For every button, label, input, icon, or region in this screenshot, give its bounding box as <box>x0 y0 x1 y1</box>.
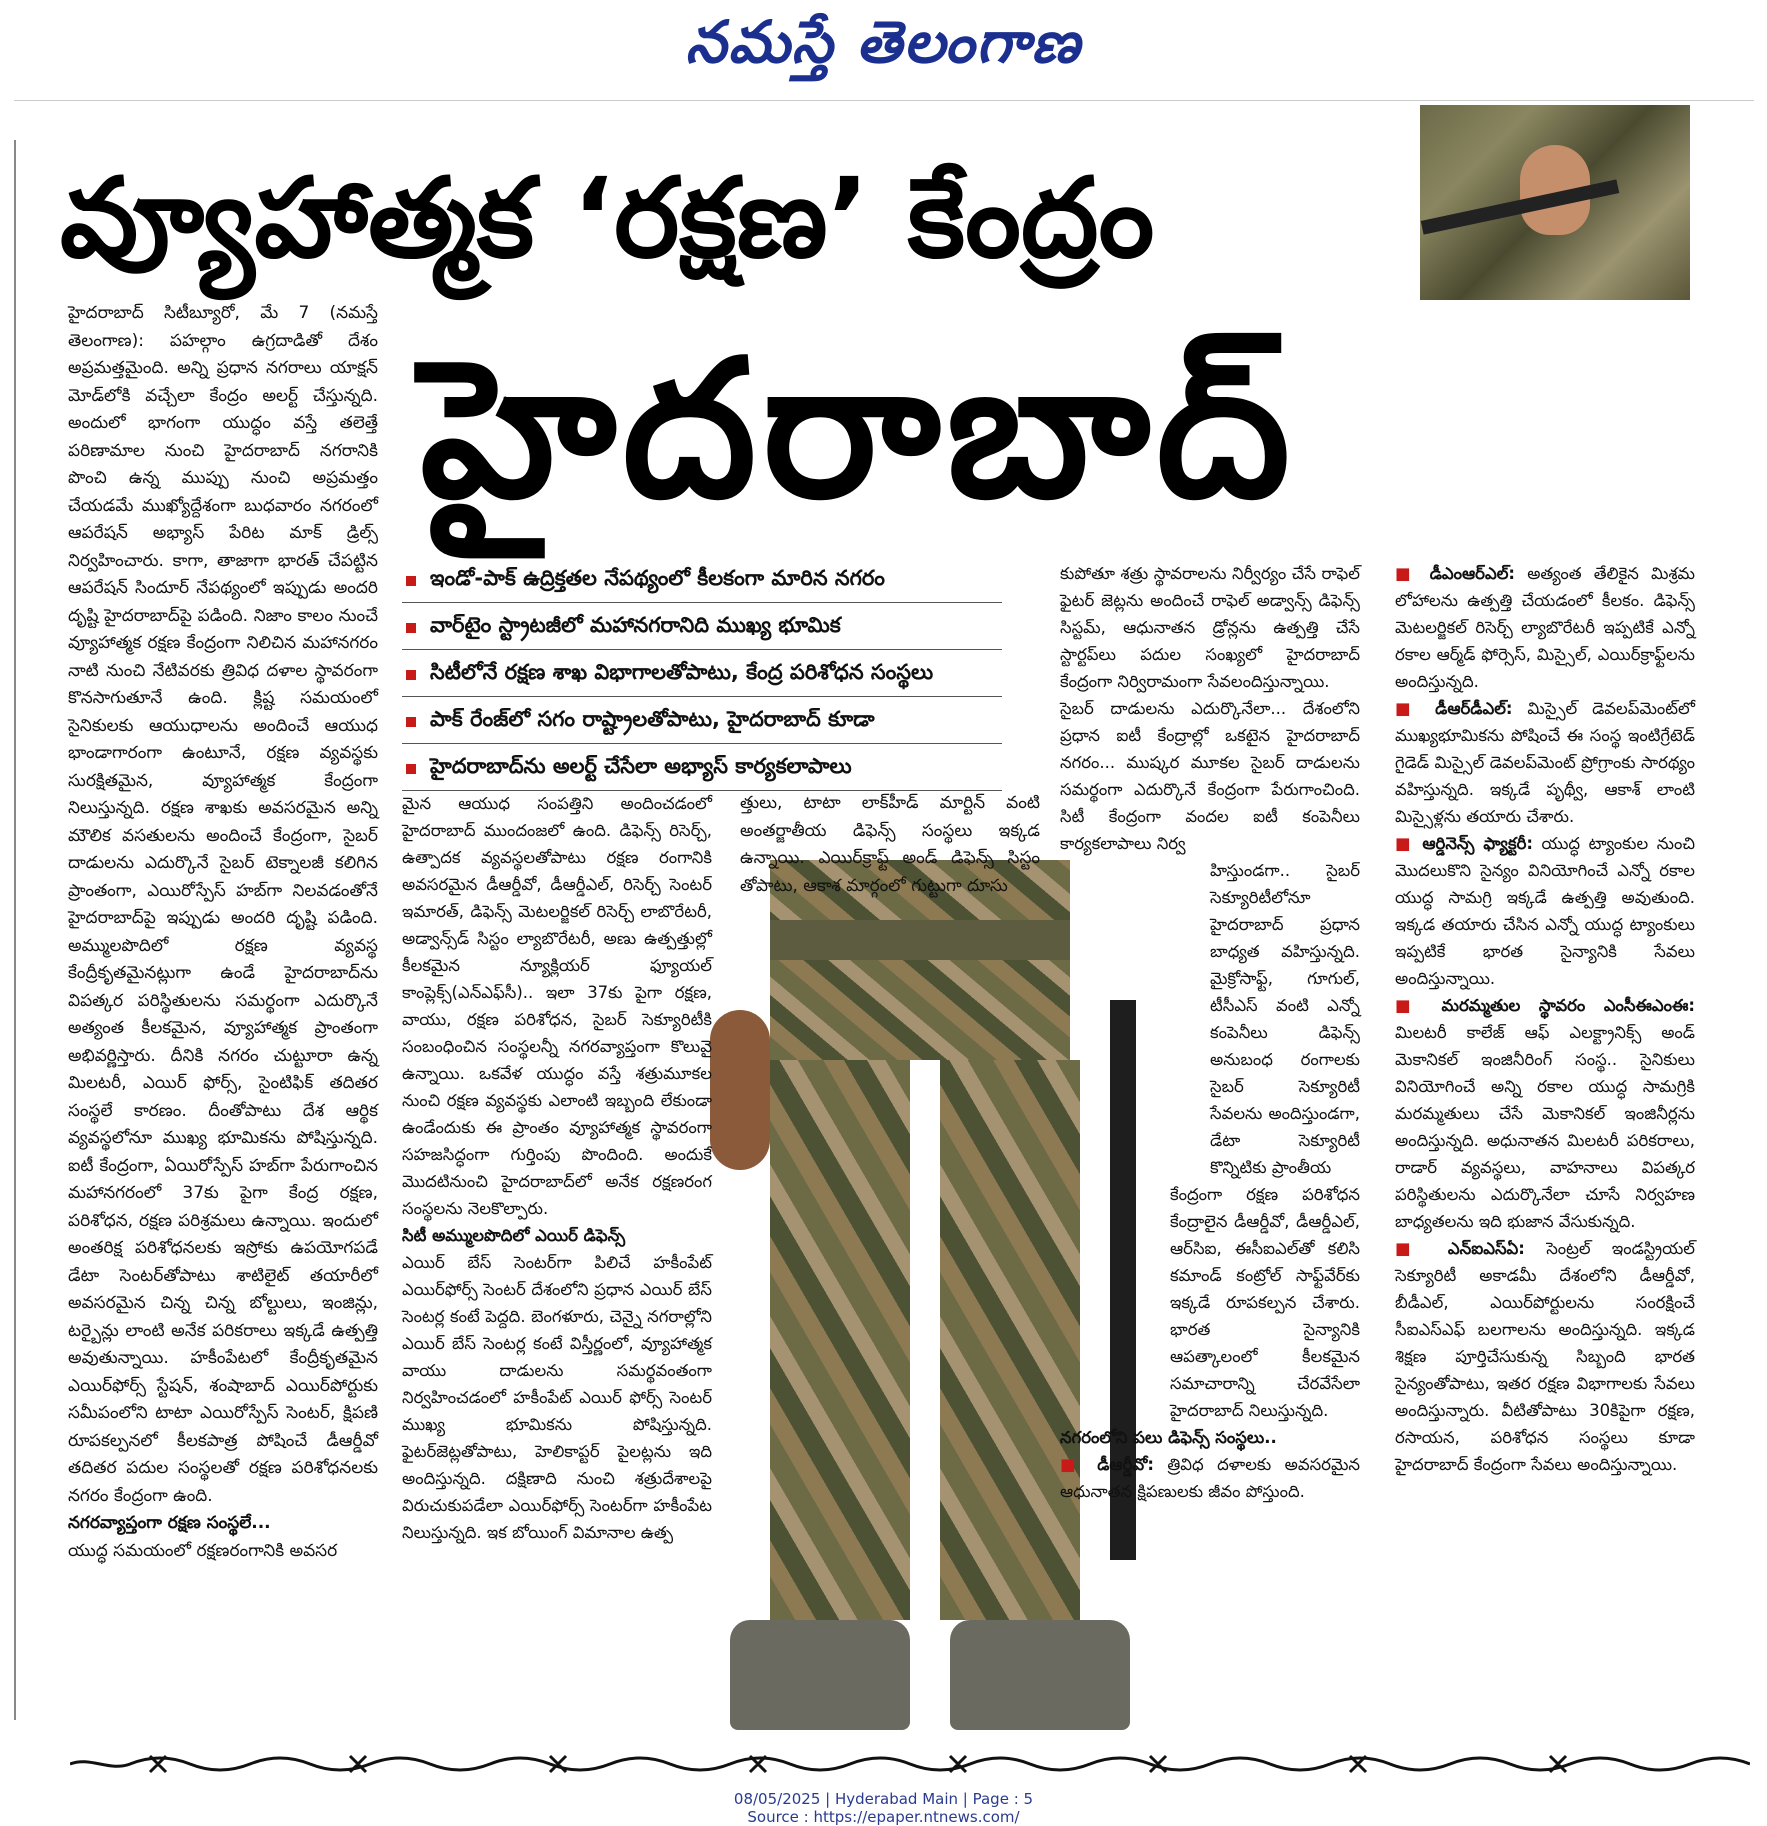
headline-line1: వ్యూహాత్మక ‘రక్షణ’ కేంద్రం <box>60 154 1155 282</box>
highlight-item <box>402 654 1002 697</box>
article-subheading: నగరంలోని పలు డిఫెన్స్ సంస్థలు.. <box>1060 1428 1277 1447</box>
org-text: సెంట్రల్ ఇండస్ట్రియల్ సెక్యూరిటీ అకాడమీ దేశంలోని డీఆర్డీవో, బీడీఎల్, ఎయిర్‌పోర్టులను సంరక్షించే సీఐఎస్ఎఫ్ బలగాలను అందిస్తున్నది. ఇక్కడ శిక్షణ పూర్తిచేసుకున్న సిబ్బంది భారత సైన్యంతోపాటు, ఇతర రక్షణ విభాగాలకు సేవలు అందిస్తున్నారు. వీటితోపాటు 30కిపైగా రక్షణ, రసాయన, పరిశోధన సంస్థలు కూడా హైదరాబాద్ కేంద్రంగా సేవలు అందిస్తున్నాయి. <box>1395 1239 1695 1474</box>
article-paragraph: హిస్తుండగా.. సైబర్ సెక్యూరిటీలోనూ హైదరాబాద్ ప్రధాన బాధ్యత వహిస్తున్నది. మైక్రోసాఫ్ట్, గూగుల్, టీసీఎస్ వంటి ఎన్నో కంపెనీలు డిఫెన్స్ అనుబంధ రంగాలకు సైబర్ సెక్యూరిటీ సేవలను అందిస్తుండగా, డేటా సెక్యూరిటీ కొన్నిటికు ప్రాంతీయ <box>1210 861 1360 1177</box>
article-paragraph: ఎయిర్ బేస్ సెంటర్‌గా పిలిచే హకీంపేట్ ఎయిర్‌ఫోర్స్ సెంటర్ దేశంలోని ప్రధాన ఎయిర్ బేస్ సెంటర్ల కంటే పెద్దది. బెంగళూరు, చెన్నై నగరాల్లోని ఎయిర్ బేస్ సెంటర్ల కంటే విస్తీర్ణంలో, వ్యూహాత్మక వాయు దాడులను సమర్థవంతంగా నిర్వహించడంలో హకీంపేట్ ఎయిర్ ఫోర్స్ సెంటర్ ముఖ్య భూమికను పోషిస్తున్నది. ఫైటర్‌జెట్లతోపాటు, హెలికాప్టర్ పైలట్లను ఇది అందిస్తున్నది. దక్షిణాది నుంచి శత్రుదేశాలపై విరుచుకుపడేలా ఎయిర్‌ఫోర్స్ సెంటర్‌గా హకీంపేట నిలుస్తున్నది. ఇక బోయింగ్ విమానాల ఉత్ప <box>402 1253 712 1542</box>
org-item <box>1395 695 1695 830</box>
soldier-right-boot <box>950 1620 1130 1730</box>
org-item <box>1395 560 1695 695</box>
org-item <box>1060 1451 1360 1505</box>
highlight-text: పాక్ రేంజ్‌లో సగం రాష్ట్రాలతోపాటు, హైదరాబాద్ కూడా <box>430 707 875 731</box>
footer-edition-info: 08/05/2025 | Hyderabad Main | Page : 5 <box>733 1790 1034 1808</box>
org-item <box>1395 830 1695 992</box>
left-margin-rule <box>14 140 16 1720</box>
org-label: డీఆర్డీవో: <box>1097 1455 1154 1474</box>
bullet-square-icon <box>406 764 416 774</box>
article-column-2 <box>402 790 712 1546</box>
org-text: అత్యంత తేలికైన మిశ్రమ లోహాలను ఉత్పత్తి చేయడంలో కీలకం. డిఫెన్స్ మెటలర్జికల్ రిసెర్చ్ ల్యాబొరేటరీ ఇప్పటికే ఎన్నో రకాల ఆర్మ్‌డ్ ఫోర్సెస్, మిస్సైల్, ఎయిర్‌క్రాఫ్ట్‌లను అందిస్తున్నది. <box>1395 564 1696 691</box>
highlight-text: హైదరాబాద్‌ను అలర్ట్ చేసేలా అభ్యాస్ కార్యకలాపాలు <box>430 754 852 778</box>
org-label: ఆర్డినెన్స్ ఫ్యాక్టరీ: <box>1422 834 1533 853</box>
org-label: డీఎంఆర్ఎల్: <box>1429 564 1515 583</box>
org-label: మరమ్మతుల స్థావరం ఎంసీఈఎంఈ: <box>1441 996 1695 1015</box>
article-subheading: సిటీ అమ్ములపొదిలో ఎయిర్ డిఫెన్స్ <box>402 1226 626 1245</box>
article-paragraph: కుపోతూ శత్రు స్థావరాలను నిర్వీర్యం చేసే రాఫెల్ ఫైటర్ జెట్లను అందించే రాఫెల్ అడ్వాన్స్ డిఫెన్స్ సిస్టమ్, ఆధునాతన డ్రోన్లను ఉత్పత్తి చేసే స్టార్టప్‌లు పదుల సంఖ్యలో హైదరాబాద్ కేంద్రంగా నిర్విరామంగా సేవలందిస్తున్నాయి. <box>1060 564 1360 691</box>
bullet-square-icon <box>406 623 416 633</box>
bullet-square-icon: ■ <box>1395 996 1442 1015</box>
bullet-square-icon: ■ <box>1395 699 1436 718</box>
soldier-belt <box>770 920 1070 960</box>
soldier-left-leg <box>770 1060 910 1620</box>
soldier-aiming-photo <box>1420 105 1690 300</box>
highlight-item <box>402 748 1002 791</box>
article-column-3 <box>740 790 1040 900</box>
barbed-wire-divider <box>70 1752 1750 1776</box>
highlight-item <box>402 701 1002 744</box>
bullet-square-icon <box>406 670 416 680</box>
soldier-hand <box>710 1010 770 1170</box>
org-text: యుద్ధ ట్యాంకుల నుంచి మొదలుకొని సైన్యం వినియోగించే ఎన్నో రకాల యుద్ధ సామగ్రి ఇక్కడే ఉత్పత్తి అవుతుంది. ఇక్కడ తయారు చేసిన ఎన్నో యుద్ధ ట్యాంకులు ఇప్పటికే భారత సైన్యానికి సేవలు అందిస్తున్నాయి. <box>1395 834 1695 988</box>
bullet-square-icon: ■ <box>1060 1455 1098 1474</box>
org-label: డీఆర్‌డీఎల్: <box>1435 699 1513 718</box>
highlight-text: వార్‌టైం స్ట్రాటజీలో మహానగరానిది ముఖ్య భూమిక <box>430 613 841 637</box>
masthead-title: నమస్తే తెలంగాణ <box>685 8 1082 76</box>
article-column-5 <box>1395 560 1695 1478</box>
highlight-text: ఇండో-పాక్ ఉద్రిక్తతల నేపథ్యంలో కీలకంగా మారిన నగరం <box>430 566 885 590</box>
top-rule <box>14 100 1754 101</box>
footer-source-link[interactable]: Source : https://epaper.ntnews.com/ <box>747 1808 1020 1826</box>
org-label: ఎన్ఐఎస్ఏ: <box>1447 1239 1525 1258</box>
article-column-1 <box>68 300 378 1565</box>
org-item <box>1395 1235 1695 1478</box>
article-column-4 <box>1060 560 1360 1505</box>
bullet-square-icon: ■ <box>1395 1239 1448 1258</box>
masthead <box>0 0 1767 95</box>
org-text: మిలటరీ కాలేజ్ ఆఫ్ ఎలక్ట్రానిక్స్ అండ్ మెకానికల్ ఇంజినీరింగ్ సంస్థ.. సైనికులు వినియోగించే అన్ని రకాల యుద్ధ సామగ్రికి మరమ్మతులు చేసే మెకానికల్ ఇంజినీర్లను అందిస్తున్నది. అధునాతన మిలటరీ పరికరాలు, రాడార్ వ్యవస్థలు, వాహనాలు విపత్కర పరిస్థితులను ఎదుర్కొనేలా చూసే నిర్వహణ బాధ్యతలను ఇది భుజాన వేసుకున్నది. <box>1395 1023 1695 1231</box>
headline-line2: హైదరాబాద్ <box>420 319 1297 540</box>
article-paragraph: హైదరాబాద్ సిటీబ్యూరో, మే 7 (నమస్తే తెలంగాణ): పహల్గాం ఉగ్రదాడితో దేశం అప్రమత్తమైంది. అన్ని ప్రధాన నగరాలు యాక్షన్ మోడ్‌లోకి వచ్చేలా కేంద్రం అలర్ట్ చేస్తున్నది. అందులో భాగంగా యుద్ధం వస్తే తలెత్తే పరిణామాల నుంచి హైదరాబాద్ నగరానికి పొంచి ఉన్న ముప్పు నుంచి అప్రమత్తం చేయడమే ముఖ్యోద్దేశంగా బుధవారం నగరంలో ఆపరేషన్ అభ్యాస్ పేరిట మాక్ డ్రిల్స్ నిర్వహించారు. కాగా, తాజాగా భారత్ చేపట్టిన ఆపరేషన్ సిందూర్ నేపథ్యంలో ఇప్పుడు అందరి దృష్టి హైదరాబాద్‌పై పడింది. నిజాం కాలం నుంచే వ్యూహాత్మక రక్షణ కేంద్రంగా నిలిచిన మహానగరం నాటి నుంచి నేటివరకు త్రివిధ దళాల స్థావరంగా కొనసాగుతూనే ఉంది. క్లిష్ట సమయంలో సైనికులకు ఆయుధాలను అందించే ఆయుధ భాండాగారంగా ఉంటూనే, రక్షణ వ్యవస్థకు సురక్షితమైన, వ్యూహాత్మక కేంద్రంగా నిలుస్తున్నది. రక్షణ శాఖకు అవసరమైన అన్ని మౌలిక వసతులను అందించే కేంద్రంగా, సైబర్ దాడులను ఎదుర్కొనే సైబర్ టెక్నాలజీ కలిగిన ప్రాంతంగా, ఎయిరోస్పేస్ హబ్‌గా నిలవడంతోనే హైదరాబాద్‌పై ఇప్పుడు అందరి దృష్టి పడింది. అమ్ములపొదిలో రక్షణ వ్యవస్థ కేంద్రీకృతమైనట్లుగా ఉండే హైదరాబాద్‌ను విపత్కర పరిస్థితులను సమర్థంగా ఎదుర్కొనే అత్యంత కీలకమైన, వ్యూహాత్మక ప్రాంతంగా అభివర్ణిస్తారు. దీనికి నగరం చుట్టూరా ఉన్న మిలటరీ, ఎయిర్ ఫోర్స్, సైంటిఫిక్ తదితర సంస్థలే కారణం. దీంతోపాటు దేశ ఆర్థిక వ్యవస్థలోనూ ముఖ్య భూమికను పోషిస్తున్నది. ఐటీ కేంద్రంగా, ఏయిరోస్పేస్ హబ్‌గా పేరుగాంచిన మహానగరంలో 37కు పైగా కేంద్ర రక్షణ, పరిశోధన, రక్షణ పరిశ్రమలు ఉన్నాయి. ఇందులో అంతరిక్ష పరిశోధనలకు ఇస్రోకు ఉపయోగపడే డేటా సెంటర్‌తోపాటు శాటిలైట్ తయారీలో అవసరమైన చిన్న చిన్న బోల్టులు, ఇంజిన్లు, టర్బైన్లు లాంటి అనేక పరికరాలు ఇక్కడే ఉత్పత్తి అవుతున్నాయి. హకీంపేటలో కేంద్రీకృతమైన ఎయిర్‌ఫోర్స్ స్టేషన్, శంషాబాద్ ఎయిర్‌పోర్టుకు సమీపంలోని టాటా ఎయిరోస్పేస్ సెంటర్, క్షిపణి రూపకల్పనలో కీలకపాత్ర పోషించే డీఆర్డీవో తదితర పదుల సంస్థలతో రక్షణ పరిశోధనలకు నగరం కేంద్రంగా ఉంది. <box>68 303 378 1506</box>
article-paragraph: యుద్ధ సమయంలో రక్షణరంగానికి అవసర <box>68 1540 338 1561</box>
soldier-left-boot <box>730 1620 910 1730</box>
article-paragraph: మైన ఆయుధ సంపత్తిని అందించడంలో హైదరాబాద్ ముందంజలో ఉంది. డిఫెన్స్ రిసెర్చ్, ఉత్పాదక వ్యవస్థలతోపాటు రక్షణ రంగానికి అవసరమైన డీఆర్డీవో, డీఆర్డీఎల్, రిసెర్చ్ సెంటర్ ఇమారత్, డిఫెన్స్ మెటలర్జికల్ రిసెర్చ్ లాబొరేటరీ, అడ్వాన్స్‌డ్ సిస్టం ల్యాబొరేటరీ, అణు ఉత్పత్తుల్లో కీలకమైన న్యూక్లియర్ ఫ్యూయల్ కాంప్లెక్స్(ఎన్‌ఎఫ్‌సీ).. ఇలా 37కు పైగా రక్షణ, వాయు, రక్షణ పరిశోధన, సైబర్ సెక్యూరిటీకి సంబంధించిన సంస్థలన్నీ నగరవ్యాప్తంగా కొలువై ఉన్నాయి. ఒకవేళ యుద్ధం వస్తే శత్రుమూకల నుంచి రక్షణ వ్యవస్థకు ఎలాంటి ఇబ్బంది లేకుండా ఉండేందుకు ఈ ప్రాంతం వ్యూహాత్మక స్థావరంగా సహజసిద్ధంగా గుర్తింపు పొందింది. అందుకే మొదటినుంచి హైదరాబాద్‌లో అనేక రక్షణరంగ సంస్థలను నెలకొల్పారు. <box>402 794 712 1218</box>
bullet-square-icon <box>406 576 416 586</box>
bullet-square-icon <box>406 717 416 727</box>
highlight-item <box>402 607 1002 650</box>
bullet-square-icon: ■ <box>1395 564 1430 583</box>
soldier-right-leg <box>940 1060 1080 1620</box>
org-item <box>1395 992 1695 1235</box>
article-paragraph: కేంద్రంగా రక్షణ పరిశోధన కేంద్రాలైన డీఆర్డీవో, డీఆర్డీఎల్, ఆర్‌సిఐ, ఈసీఐఎల్‌తో కలిసి కమాండ్ కంట్రోల్ సాఫ్ట్‌వేర్‌కు ఇక్కడే రూపకల్పన చేశారు. భారత సైన్యానికి ఆపత్కాలంలో కీలకమైన సమాచారాన్ని చేరవేసేలా హైదరాబాద్ నిలుస్తున్నది. <box>1170 1185 1360 1420</box>
article-subheading: నగరవ్యాప్తంగా రక్షణ సంస్థలే... <box>68 1513 271 1533</box>
highlight-item <box>402 560 1002 603</box>
article-paragraph: సైబర్ దాడులను ఎదుర్కొనేలా... దేశంలోని ప్రధాన ఐటీ కేంద్రాల్లో ఒకటైన హైదరాబాద్ నగరం... ముష్కర మూకల సైబర్ దాడులను సమర్థంగా ఎదుర్కొనే కేంద్రంగా పేరుగాంచింది. సిటీ కేంద్రంగా వందల ఐటీ కంపెనీలు కార్యకలాపాలు నిర్వ <box>1060 699 1360 853</box>
org-text: త్రివిధ దళాలకు అవసరమైన ఆధునాతన క్షిపణులకు జీవం పోస్తుంది. <box>1060 1455 1361 1501</box>
bullet-square-icon: ■ <box>1395 834 1423 853</box>
article-paragraph: త్తులు, టాటా లాక్‌హీడ్ మార్టిన్ వంటి అంతర్జాతీయ డిఫెన్స్ సంస్థలు ఇక్కడ ఉన్నాయి. ఎయిర్‌క్రాఫ్ట్ అండ్ డిఫెన్స్ సిస్టం తోపాటు, ఆకాశ మార్గంలో గుట్టుగా దూసు <box>740 793 1040 896</box>
highlights-list <box>402 560 1002 795</box>
highlight-text: సిటీలోనే రక్షణ శాఖ విభాగాలతోపాటు, కేంద్ర పరిశోధన సంస్థలు <box>430 660 934 684</box>
org-text: మిస్సైల్ డెవలప్‌మెంట్‌లో ముఖ్యభూమికను పోషించే ఈ సంస్థ ఇంటిగ్రేటెడ్ గైడెడ్ మిస్సైల్ డెవలప్‌మెంట్ ప్రోగ్రాంకు సారథ్యం వహిస్తున్నది. ఇక్కడే పృథ్వీ, ఆకాశ్ లాంటి మిస్సైళ్లను తయారు చేశారు. <box>1395 699 1695 826</box>
